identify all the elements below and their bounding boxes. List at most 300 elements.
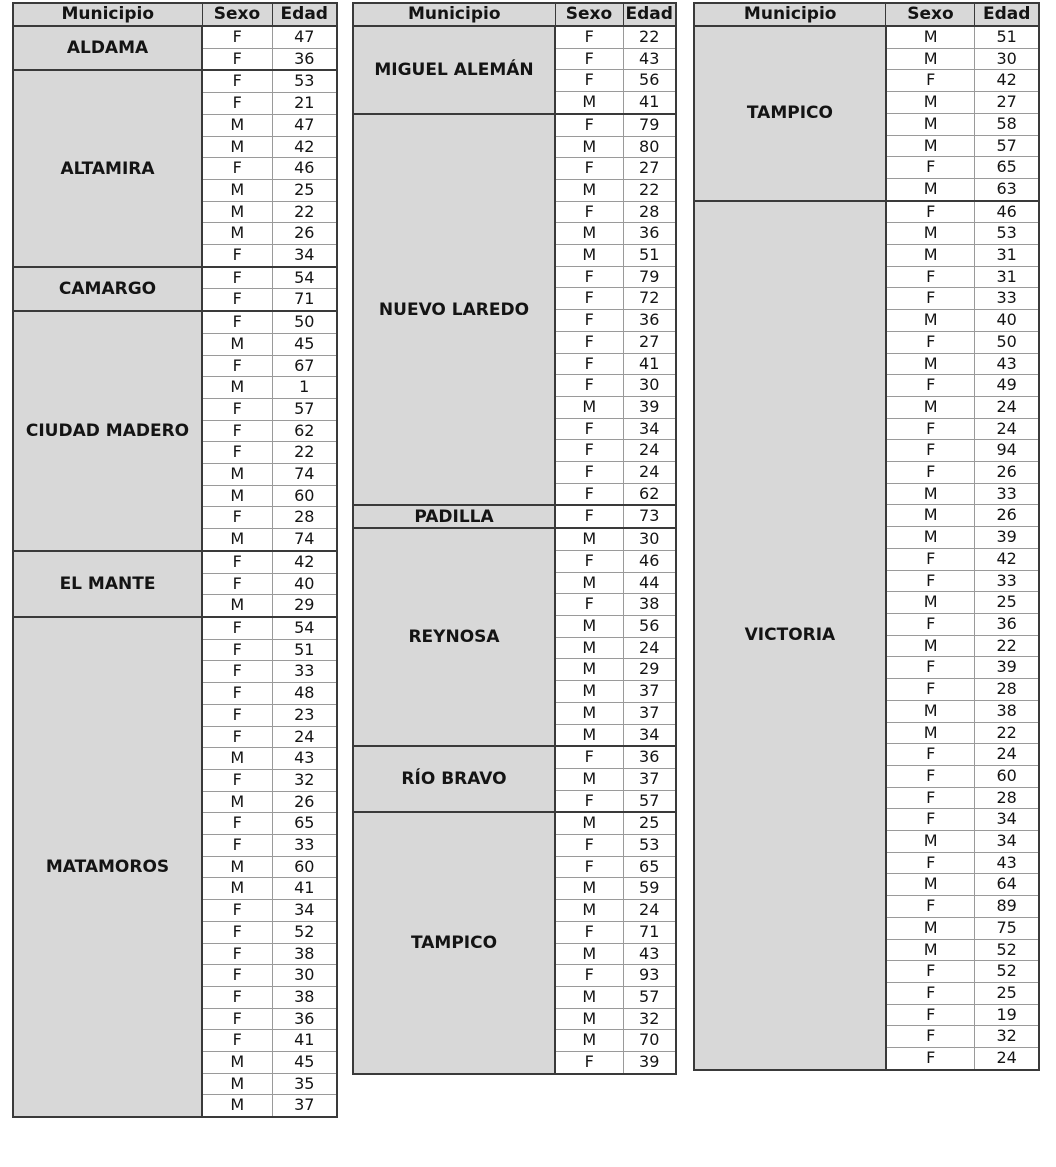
- edad-cell: 34: [975, 831, 1039, 853]
- sexo-cell: M: [202, 179, 272, 201]
- sexo-cell: F: [886, 765, 975, 787]
- edad-cell: 46: [975, 201, 1039, 223]
- municipio-cell: RÍO BRAVO: [353, 746, 555, 812]
- sexo-cell: F: [202, 573, 272, 595]
- edad-cell: 22: [975, 722, 1039, 744]
- edad-cell: 47: [272, 26, 337, 48]
- sexo-cell: F: [555, 746, 623, 768]
- edad-cell: 22: [623, 179, 676, 201]
- sexo-cell: M: [886, 178, 975, 200]
- edad-cell: 22: [272, 201, 337, 223]
- sexo-cell: M: [555, 768, 623, 790]
- edad-cell: 30: [623, 528, 676, 550]
- edad-cell: 30: [272, 965, 337, 987]
- table-row: [13, 26, 337, 48]
- edad-cell: 59: [623, 878, 676, 900]
- edad-cell: 34: [272, 245, 337, 267]
- edad-cell: 37: [623, 681, 676, 703]
- edad-cell: 29: [272, 595, 337, 617]
- sexo-cell: F: [202, 900, 272, 922]
- sexo-cell: M: [886, 722, 975, 744]
- municipio-cell: VICTORIA: [694, 201, 886, 1070]
- edad-cell: 25: [623, 812, 676, 834]
- column-header-sexo: Sexo: [202, 3, 272, 26]
- edad-cell: 43: [975, 852, 1039, 874]
- edad-cell: 51: [623, 245, 676, 267]
- sexo-cell: F: [555, 331, 623, 353]
- edad-cell: 74: [272, 529, 337, 551]
- edad-cell: 46: [272, 158, 337, 180]
- column-header-sexo: Sexo: [886, 3, 975, 26]
- edad-cell: 28: [272, 507, 337, 529]
- edad-cell: 39: [975, 657, 1039, 679]
- sexo-cell: F: [886, 288, 975, 310]
- sexo-cell: M: [886, 939, 975, 961]
- sexo-cell: F: [202, 921, 272, 943]
- edad-cell: 24: [623, 440, 676, 462]
- edad-cell: 93: [623, 965, 676, 987]
- sexo-cell: M: [886, 917, 975, 939]
- sexo-cell: M: [202, 1052, 272, 1074]
- edad-cell: 45: [272, 333, 337, 355]
- sexo-cell: F: [886, 809, 975, 831]
- sexo-cell: F: [555, 353, 623, 375]
- municipio-cell: REYNOSA: [353, 528, 555, 746]
- sexo-cell: F: [886, 679, 975, 701]
- edad-cell: 73: [623, 505, 676, 528]
- table-row: [13, 70, 337, 92]
- edad-cell: 42: [272, 136, 337, 158]
- sexo-cell: F: [202, 1030, 272, 1052]
- edad-cell: 58: [975, 113, 1039, 135]
- sexo-cell: M: [202, 377, 272, 399]
- sexo-cell: M: [202, 595, 272, 617]
- edad-cell: 79: [623, 266, 676, 288]
- edad-cell: 33: [975, 288, 1039, 310]
- edad-cell: 47: [272, 114, 337, 136]
- sexo-cell: F: [202, 398, 272, 420]
- sexo-cell: M: [886, 245, 975, 267]
- table-row: [13, 551, 337, 573]
- sexo-cell: F: [555, 483, 623, 505]
- sexo-cell: M: [555, 1008, 623, 1030]
- sexo-cell: M: [555, 528, 623, 550]
- edad-cell: 53: [975, 223, 1039, 245]
- edad-cell: 80: [623, 136, 676, 158]
- table-row: [13, 617, 337, 639]
- sexo-cell: F: [555, 158, 623, 180]
- edad-cell: 31: [975, 245, 1039, 267]
- sexo-cell: M: [555, 396, 623, 418]
- sexo-cell: M: [202, 856, 272, 878]
- edad-cell: 57: [623, 986, 676, 1008]
- edad-cell: 67: [272, 355, 337, 377]
- municipio-cell: ALDAMA: [13, 26, 202, 70]
- edad-cell: 70: [623, 1030, 676, 1052]
- edad-cell: 51: [975, 26, 1039, 48]
- table-right: [693, 2, 1040, 1071]
- sexo-cell: M: [886, 48, 975, 70]
- sexo-cell: M: [886, 26, 975, 48]
- municipio-cell: EL MANTE: [13, 551, 202, 617]
- sexo-cell: M: [886, 353, 975, 375]
- edad-cell: 24: [272, 726, 337, 748]
- edad-cell: 65: [272, 813, 337, 835]
- edad-cell: 33: [975, 570, 1039, 592]
- sexo-cell: M: [555, 702, 623, 724]
- sexo-cell: M: [202, 114, 272, 136]
- sexo-cell: F: [555, 375, 623, 397]
- table-row: [13, 311, 337, 333]
- sexo-cell: F: [202, 93, 272, 115]
- sexo-cell: F: [202, 26, 272, 48]
- edad-cell: 21: [272, 93, 337, 115]
- sexo-cell: M: [202, 136, 272, 158]
- column-header-edad: Edad: [975, 3, 1039, 26]
- edad-cell: 37: [623, 702, 676, 724]
- municipio-cell: CAMARGO: [13, 267, 202, 311]
- edad-cell: 30: [623, 375, 676, 397]
- edad-cell: 60: [272, 485, 337, 507]
- edad-cell: 25: [975, 982, 1039, 1004]
- edad-cell: 36: [623, 310, 676, 332]
- edad-cell: 50: [272, 311, 337, 333]
- sexo-cell: M: [886, 310, 975, 332]
- table-middle: [352, 2, 677, 1075]
- edad-cell: 57: [623, 790, 676, 812]
- edad-cell: 26: [975, 505, 1039, 527]
- sexo-cell: M: [886, 831, 975, 853]
- sexo-cell: F: [886, 375, 975, 397]
- edad-cell: 28: [975, 679, 1039, 701]
- sexo-cell: M: [886, 223, 975, 245]
- sexo-cell: F: [202, 661, 272, 683]
- sexo-cell: M: [555, 92, 623, 114]
- edad-cell: 43: [272, 748, 337, 770]
- sexo-cell: F: [555, 594, 623, 616]
- sexo-cell: M: [202, 1073, 272, 1095]
- sexo-cell: F: [886, 657, 975, 679]
- edad-cell: 54: [272, 267, 337, 289]
- edad-cell: 38: [272, 986, 337, 1008]
- sexo-cell: F: [555, 921, 623, 943]
- sexo-cell: M: [202, 223, 272, 245]
- edad-cell: 43: [623, 943, 676, 965]
- edad-cell: 65: [975, 157, 1039, 179]
- edad-cell: 36: [623, 223, 676, 245]
- column-header-sexo: Sexo: [555, 3, 623, 26]
- sexo-cell: M: [202, 201, 272, 223]
- sexo-cell: F: [202, 617, 272, 639]
- sexo-cell: F: [886, 548, 975, 570]
- sexo-cell: F: [886, 896, 975, 918]
- sexo-cell: F: [555, 266, 623, 288]
- edad-cell: 89: [975, 896, 1039, 918]
- edad-cell: 44: [623, 572, 676, 594]
- edad-cell: 37: [623, 768, 676, 790]
- sexo-cell: M: [555, 986, 623, 1008]
- sexo-cell: F: [202, 289, 272, 311]
- sexo-cell: F: [202, 943, 272, 965]
- sexo-cell: F: [555, 288, 623, 310]
- column-header-municipio: Municipio: [13, 3, 202, 26]
- edad-cell: 22: [272, 442, 337, 464]
- column-header-municipio: Municipio: [353, 3, 555, 26]
- edad-cell: 22: [623, 26, 676, 48]
- sexo-cell: M: [886, 396, 975, 418]
- sexo-cell: M: [555, 223, 623, 245]
- edad-cell: 36: [975, 613, 1039, 635]
- edad-cell: 36: [623, 746, 676, 768]
- sexo-cell: M: [555, 878, 623, 900]
- sexo-cell: M: [555, 245, 623, 267]
- sexo-cell: M: [555, 136, 623, 158]
- edad-cell: 24: [975, 396, 1039, 418]
- edad-cell: 39: [975, 527, 1039, 549]
- sexo-cell: F: [202, 70, 272, 92]
- edad-cell: 62: [623, 483, 676, 505]
- edad-cell: 40: [272, 573, 337, 595]
- edad-cell: 46: [623, 550, 676, 572]
- sexo-cell: F: [886, 613, 975, 635]
- sexo-cell: F: [886, 852, 975, 874]
- edad-cell: 33: [975, 483, 1039, 505]
- edad-cell: 41: [623, 353, 676, 375]
- sexo-cell: F: [202, 245, 272, 267]
- sexo-cell: M: [886, 874, 975, 896]
- sexo-cell: F: [886, 787, 975, 809]
- edad-cell: 19: [975, 1004, 1039, 1026]
- sexo-cell: F: [202, 813, 272, 835]
- sexo-cell: F: [202, 551, 272, 573]
- sexo-cell: F: [202, 965, 272, 987]
- sexo-cell: M: [886, 527, 975, 549]
- sexo-cell: F: [886, 744, 975, 766]
- edad-cell: 51: [272, 639, 337, 661]
- sexo-cell: F: [202, 683, 272, 705]
- edad-cell: 75: [975, 917, 1039, 939]
- sexo-cell: F: [555, 440, 623, 462]
- edad-cell: 1: [272, 377, 337, 399]
- edad-cell: 71: [272, 289, 337, 311]
- sexo-cell: F: [202, 835, 272, 857]
- municipio-cell: ALTAMIRA: [13, 70, 202, 266]
- edad-cell: 42: [272, 551, 337, 573]
- municipio-cell: MATAMOROS: [13, 617, 202, 1117]
- header-row: [353, 3, 676, 26]
- edad-cell: 48: [272, 683, 337, 705]
- edad-cell: 26: [272, 791, 337, 813]
- edad-cell: 33: [272, 835, 337, 857]
- edad-cell: 35: [272, 1073, 337, 1095]
- edad-cell: 38: [272, 943, 337, 965]
- sexo-cell: F: [202, 507, 272, 529]
- edad-cell: 53: [623, 835, 676, 857]
- sexo-cell: M: [886, 505, 975, 527]
- table-row: [353, 114, 676, 136]
- edad-cell: 71: [623, 921, 676, 943]
- sexo-cell: F: [886, 418, 975, 440]
- edad-cell: 40: [975, 310, 1039, 332]
- sexo-cell: F: [886, 1004, 975, 1026]
- sexo-cell: M: [202, 748, 272, 770]
- table-row: [694, 26, 1039, 48]
- edad-cell: 27: [623, 158, 676, 180]
- edad-cell: 60: [975, 765, 1039, 787]
- sexo-cell: F: [886, 1026, 975, 1048]
- edad-cell: 72: [623, 288, 676, 310]
- edad-cell: 65: [623, 856, 676, 878]
- edad-cell: 29: [623, 659, 676, 681]
- header-row: [13, 3, 337, 26]
- sexo-cell: F: [886, 331, 975, 353]
- edad-cell: 24: [623, 900, 676, 922]
- municipio-cell: TAMPICO: [353, 812, 555, 1073]
- sexo-cell: F: [886, 440, 975, 462]
- sexo-cell: M: [202, 464, 272, 486]
- table-row: [353, 746, 676, 768]
- edad-cell: 22: [975, 635, 1039, 657]
- edad-cell: 52: [272, 921, 337, 943]
- edad-cell: 34: [623, 724, 676, 746]
- sexo-cell: M: [555, 681, 623, 703]
- edad-cell: 32: [975, 1026, 1039, 1048]
- edad-cell: 39: [623, 396, 676, 418]
- sexo-cell: M: [202, 791, 272, 813]
- sexo-cell: M: [886, 635, 975, 657]
- sexo-cell: F: [202, 769, 272, 791]
- edad-cell: 30: [975, 48, 1039, 70]
- edad-cell: 24: [975, 418, 1039, 440]
- edad-cell: 38: [975, 700, 1039, 722]
- edad-cell: 24: [623, 462, 676, 484]
- edad-cell: 24: [975, 744, 1039, 766]
- sexo-cell: M: [555, 572, 623, 594]
- edad-cell: 41: [272, 1030, 337, 1052]
- sexo-cell: F: [555, 462, 623, 484]
- edad-cell: 36: [272, 1008, 337, 1030]
- edad-cell: 34: [975, 809, 1039, 831]
- table-row: [353, 812, 676, 834]
- sexo-cell: F: [555, 201, 623, 223]
- edad-cell: 37: [272, 1095, 337, 1117]
- edad-cell: 28: [975, 787, 1039, 809]
- table-row: [13, 267, 337, 289]
- sexo-cell: M: [886, 700, 975, 722]
- column-header-municipio: Municipio: [694, 3, 886, 26]
- edad-cell: 45: [272, 1052, 337, 1074]
- edad-cell: 34: [623, 418, 676, 440]
- table-row: [353, 528, 676, 550]
- sexo-cell: F: [886, 570, 975, 592]
- table-row: [353, 26, 676, 48]
- column-header-edad: Edad: [623, 3, 676, 26]
- sexo-cell: M: [555, 659, 623, 681]
- sexo-cell: F: [555, 310, 623, 332]
- sexo-cell: M: [555, 1030, 623, 1052]
- sexo-cell: M: [202, 333, 272, 355]
- edad-cell: 23: [272, 704, 337, 726]
- edad-cell: 74: [272, 464, 337, 486]
- sexo-cell: F: [202, 420, 272, 442]
- sexo-cell: M: [555, 943, 623, 965]
- edad-cell: 42: [975, 70, 1039, 92]
- edad-cell: 28: [623, 201, 676, 223]
- header-row: [694, 3, 1039, 26]
- edad-cell: 24: [623, 637, 676, 659]
- edad-cell: 43: [623, 48, 676, 70]
- edad-cell: 39: [623, 1052, 676, 1074]
- edad-cell: 43: [975, 353, 1039, 375]
- sexo-cell: M: [555, 812, 623, 834]
- sexo-cell: F: [202, 704, 272, 726]
- edad-cell: 32: [272, 769, 337, 791]
- edad-cell: 63: [975, 178, 1039, 200]
- sexo-cell: F: [886, 961, 975, 983]
- sexo-cell: F: [202, 986, 272, 1008]
- sexo-cell: F: [202, 1008, 272, 1030]
- municipio-cell: MIGUEL ALEMÁN: [353, 26, 555, 114]
- edad-cell: 36: [272, 48, 337, 70]
- sexo-cell: F: [202, 267, 272, 289]
- sexo-cell: F: [202, 311, 272, 333]
- edad-cell: 52: [975, 939, 1039, 961]
- sexo-cell: M: [202, 878, 272, 900]
- sexo-cell: M: [202, 485, 272, 507]
- edad-cell: 94: [975, 440, 1039, 462]
- sexo-cell: M: [555, 637, 623, 659]
- sexo-cell: F: [555, 48, 623, 70]
- sexo-cell: F: [555, 26, 623, 48]
- municipio-cell: TAMPICO: [694, 26, 886, 201]
- edad-cell: 56: [623, 615, 676, 637]
- edad-cell: 53: [272, 70, 337, 92]
- table-row: [353, 505, 676, 528]
- edad-cell: 54: [272, 617, 337, 639]
- sexo-cell: M: [886, 92, 975, 114]
- sexo-cell: M: [202, 1095, 272, 1117]
- sexo-cell: F: [886, 157, 975, 179]
- edad-cell: 26: [272, 223, 337, 245]
- sexo-cell: F: [202, 355, 272, 377]
- sexo-cell: F: [886, 266, 975, 288]
- edad-cell: 60: [272, 856, 337, 878]
- sexo-cell: M: [886, 483, 975, 505]
- table-left: [12, 2, 338, 1118]
- sexo-cell: F: [202, 442, 272, 464]
- sexo-cell: F: [886, 1048, 975, 1070]
- edad-cell: 62: [272, 420, 337, 442]
- sexo-cell: F: [555, 790, 623, 812]
- sexo-cell: F: [555, 965, 623, 987]
- edad-cell: 25: [975, 592, 1039, 614]
- edad-cell: 42: [975, 548, 1039, 570]
- sexo-cell: M: [555, 900, 623, 922]
- sexo-cell: F: [202, 639, 272, 661]
- edad-cell: 50: [975, 331, 1039, 353]
- edad-cell: 56: [623, 70, 676, 92]
- edad-cell: 57: [272, 398, 337, 420]
- sexo-cell: M: [555, 179, 623, 201]
- edad-cell: 32: [623, 1008, 676, 1030]
- sexo-cell: F: [202, 158, 272, 180]
- sexo-cell: F: [886, 201, 975, 223]
- edad-cell: 25: [272, 179, 337, 201]
- sexo-cell: M: [886, 592, 975, 614]
- sexo-cell: F: [886, 70, 975, 92]
- edad-cell: 26: [975, 462, 1039, 484]
- sexo-cell: F: [886, 462, 975, 484]
